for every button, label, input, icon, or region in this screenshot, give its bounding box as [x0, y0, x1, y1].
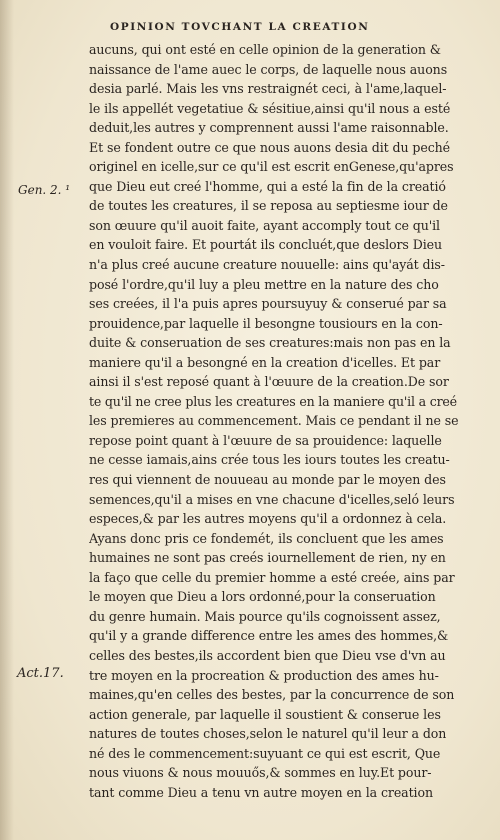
text-line: semences,qu'il a mises en vne chacune d'icelles,seló leurs: [89, 491, 455, 507]
text-line: ne cesse iamais,ains crée tous les iours toutes les creatu-: [89, 452, 450, 468]
text-line: du genre humain. Mais pource qu'ils cognoissent assez,: [89, 608, 441, 624]
text-line: naissance de l'ame auec le corps, de laquelle nous auons: [89, 61, 448, 77]
text-line: né des le commencement:suyuant ce qui est escrit, Que: [89, 745, 441, 761]
text-line: qu'il y a grande difference entre les ames des hommes,&: [89, 628, 449, 644]
text-line: maines,qu'en celles des bestes, par la concurrence de son: [89, 687, 455, 703]
text-line: deduit,les autres y comprennent aussi l'ame raisonnable.: [89, 120, 449, 136]
text-line: n'a plus creé aucune creature nouuelle: ains qu'ayát dis-: [89, 257, 445, 273]
body-text: [89, 40, 461, 802]
text-line: posé l'ordre,qu'il luy a pleu mettre en la nature des cho: [89, 276, 439, 292]
text-line: nous viuons & nous mouuős,& sommes en luy.Et pour-: [89, 765, 432, 781]
text-line: natures de toutes choses,selon le naturel qu'il leur a don: [89, 726, 447, 742]
text-line: son œuure qu'il auoit faite, ayant accomply tout ce qu'il: [89, 217, 440, 233]
text-line: duite & conseruation de ses creatures:mais non pas en la: [89, 335, 451, 351]
text-line: les premieres au commencement. Mais ce pendant il ne se: [89, 413, 459, 429]
text-line: aucuns, qui ont esté en celle opinion de la generation &: [89, 42, 441, 57]
running-head: OPINION TOVCHANT LA CREATION: [110, 21, 370, 33]
text-line: humaines ne sont pas creés iournellement de rien, ny en: [89, 550, 446, 566]
text-line: Ayans donc pris ce fondemét, ils concluent que les ames: [89, 530, 444, 546]
text-line: ainsi il s'est reposé quant à l'œuure de la creation.De sor: [89, 374, 449, 390]
margin-note-act: Act.17.: [17, 666, 64, 681]
text-line: tant comme Dieu a tenu vn autre moyen en la creation: [89, 784, 433, 800]
text-line: repose point quant à l'œuure de sa prouidence: laquelle: [89, 432, 442, 448]
text-line: la faço que celle du premier homme a esté creée, ains par: [89, 569, 455, 585]
text-line: que Dieu eut creé l'homme, qui a esté la fin de la creatió: [89, 178, 446, 194]
text-line: desia parlé. Mais les vns restraignét ceci, à l'ame,laquel-: [89, 81, 447, 97]
text-line: le moyen que Dieu a lors ordonné,pour la conseruation: [89, 589, 436, 605]
text-line: le ils appellét vegetatiue & sésitiue,ainsi qu'il nous a esté: [89, 100, 451, 116]
gutter-shadow: [0, 0, 14, 840]
text-line: Et se fondent outre ce que nous auons desia dit du peché: [89, 139, 451, 155]
text-line: maniere qu'il a besongné en la creation d'icelles. Et par: [89, 354, 441, 370]
text-line: te qu'il ne cree plus les creatures en la maniere qu'il a creé: [89, 393, 457, 409]
text-line: especes,& par les autres moyens qu'il a ordonnez à cela.: [89, 511, 447, 527]
text-line: de toutes les creatures, il se reposa au septiesme iour de: [89, 198, 448, 214]
text-line: ses creées, il l'a puis apres poursuyuy & conserué par sa: [89, 296, 447, 312]
text-line: originel en icelle,sur ce qu'il est escrit enGenese,qu'apres: [89, 159, 454, 175]
text-line: res qui viennent de nouueau au monde par le moyen des: [89, 472, 446, 488]
text-line: action generale, par laquelle il soustient & conserue les: [89, 706, 441, 722]
text-line: celles des bestes,ils accordent bien que Dieu vse d'vn au: [89, 647, 446, 663]
text-line: en vouloit faire. Et pourtát ils concluét,que deslors Dieu: [89, 237, 442, 253]
text-line: tre moyen en la procreation & production des ames hu-: [89, 667, 439, 683]
margin-note-gen: Gen. 2. ¹: [18, 183, 71, 197]
text-line: prouidence,par laquelle il besongne tousiours en la con-: [89, 315, 443, 331]
